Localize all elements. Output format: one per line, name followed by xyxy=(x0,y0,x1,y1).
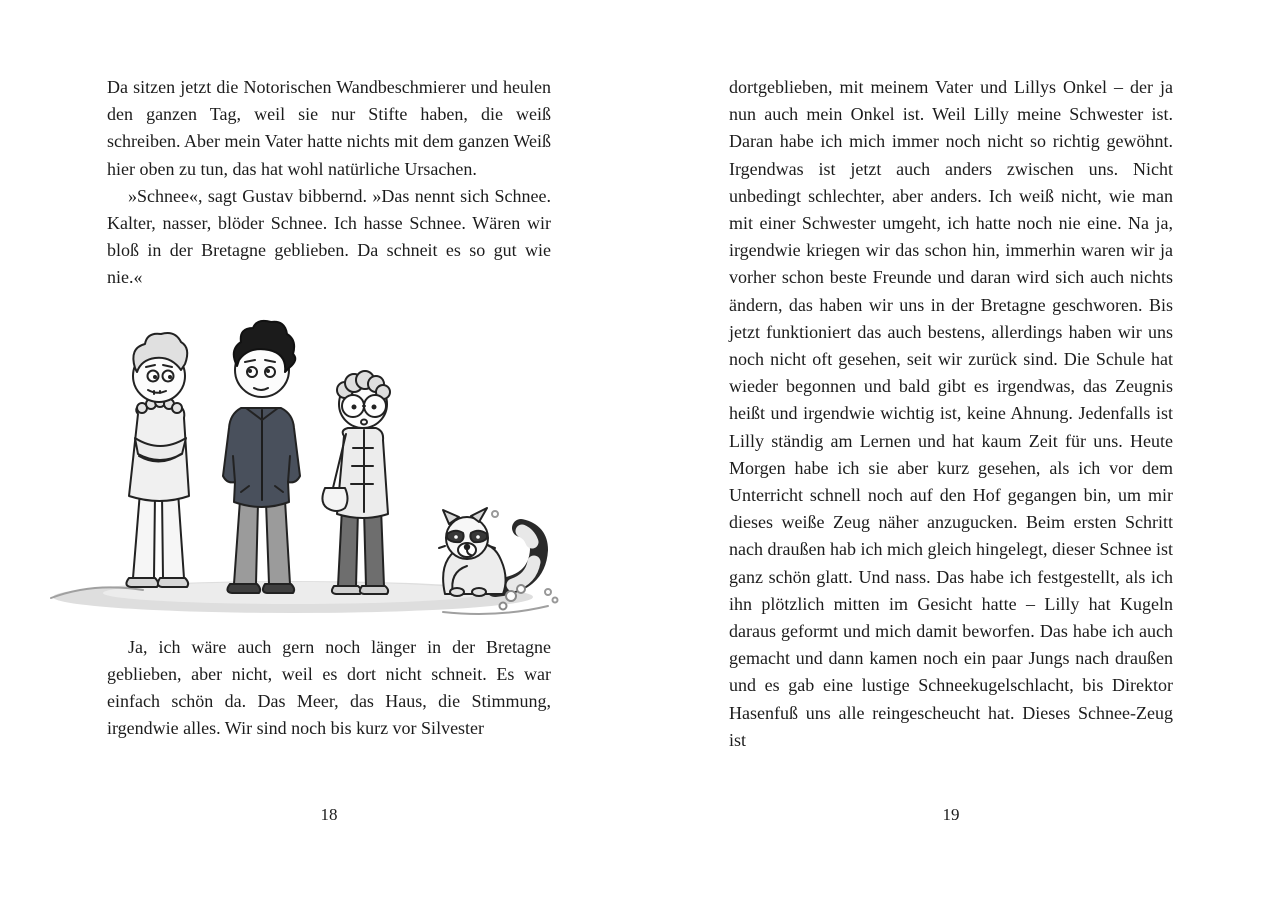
paragraph: dortgeblieben, mit meinem Vater und Lillys Onkel – der ja nun auch mein Onkel ist. Weil Lilly meine Schwester ist. Daran habe ich mich immer noch nicht so richtig gewöhnt. Irgendwas ist jetzt auch anders zwischen uns. Nicht unbedingt schlechter, aber anders. Ich weiß nicht, wie man mit einer Schwester umgeht, ich hatte noch nie eine. Na ja, irgendwie kriegen wir das schon hin, immerhin waren wir ja vorher schon beste Freunde und daran wird sich auch nichts ändern, das haben wir uns in der Bretagne geschworen. Bis jetzt funktioniert das auch bestens, allerdings haben wir uns noch nicht oft gesehen, seit wir zurück sind. Die Schule hat wieder begonnen und bald gibt es irgendwas, das Zeugnis heißt und irgendwie wichtig ist, keine Ahnung. Jedenfalls ist Lilly ständig am Lernen und hat kaum Zeit für uns. Heute Morgen habe ich sie aber kurz gesehen, als ich vor dem Unterricht schnell noch auf den Hof gegangen bin, um mir dieses weiße Zeug näher anzugucken. Beim ersten Schritt nach draußen hab ich mich gleich hingelegt, dieser Schnee ist ganz schön glatt. Und nass. Das habe ich festgestellt, als ich ihn plötzlich mitten im Gesicht hatte – Lilly hat Kugeln daraus geformt und mich damit beworfen. Das habe ich auch gemacht und dann kamen noch ein paar Jungs nach draußen und es gab eine lustige Schneekugelschlacht, bis Direktor Hasenfuß uns alle reingescheucht hat. Dieses Schnee-Zeug ist xyxy=(729,77,1173,750)
illustration-svg xyxy=(43,296,565,626)
paragraph: »Schnee«, sagt Gustav bibbernd. »Das nennt sich Schnee. Kalter, nasser, blöder Schnee. Ich hasse Schnee. Wären wir bloß in der Bretagne geblieben. Da schneit es so gut wie nie.« xyxy=(107,185,551,288)
raccoon xyxy=(439,508,558,610)
page-left-text-column xyxy=(107,74,551,742)
page-number-right: 19 xyxy=(942,805,960,824)
paragraph: Da sitzen jetzt die Notorischen Wandbeschmierer und heulen den ganzen Tag, weil sie nur Stifte haben, die weiß schreiben. Aber mein Vater hatte nichts mit dem ganzen Weiß hier oben zu tun, das hat wohl natürliche Ursachen. xyxy=(107,77,551,179)
illustration-three-boys-and-raccoon xyxy=(43,296,565,626)
page-right-text-column xyxy=(729,74,1173,754)
boy-middle xyxy=(223,320,300,592)
boy-right xyxy=(322,371,390,594)
page-number-left: 18 xyxy=(320,805,338,824)
boy-left xyxy=(126,333,189,587)
paragraph: Ja, ich wäre auch gern noch länger in der Bretagne geblieben, aber nicht, weil es dort nicht schneit. Es war einfach schön da. Das Meer, das Haus, die Stimmung, irgendwie alles. Wir sind noch bis kurz vor Silvester xyxy=(107,636,551,739)
